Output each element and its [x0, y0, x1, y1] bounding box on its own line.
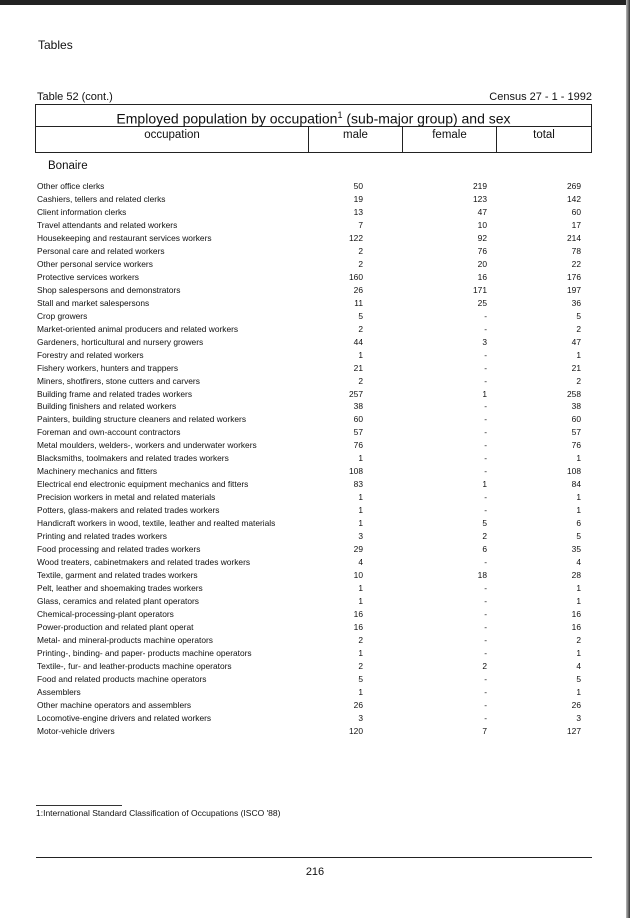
female-cell: 1 [482, 479, 487, 490]
male-cell: 122 [349, 232, 363, 243]
occupation-cell: Pelt, leather and shoemaking trades workers [37, 583, 203, 594]
total-cell: 214 [567, 232, 581, 243]
table-row [37, 725, 587, 738]
table-row [37, 388, 587, 401]
occupation-cell: Textile, garment and related trades workers [37, 570, 198, 581]
occupation-cell: Electrical end electronic equipment mechanics and fitters [37, 479, 249, 490]
column-header-total: total [496, 126, 591, 152]
female-cell: - [484, 349, 487, 360]
female-cell: - [484, 608, 487, 619]
female-cell: - [484, 505, 487, 516]
occupation-cell: Gardeners, horticultural and nursery growers [37, 336, 204, 347]
occupation-cell: Foreman and own-account contractors [37, 427, 181, 438]
male-cell: 57 [353, 427, 363, 438]
male-cell: 2 [358, 375, 363, 386]
total-cell: 1 [576, 505, 581, 516]
total-cell: 1 [576, 686, 581, 697]
total-cell: 28 [571, 570, 581, 581]
table-row [37, 608, 587, 621]
male-cell: 10 [353, 570, 363, 581]
female-cell: 18 [477, 570, 487, 581]
occupation-cell: Miners, shotfirers, stone cutters and carvers [37, 375, 200, 386]
female-cell: - [484, 466, 487, 477]
occupation-cell: Painters, building structure cleaners and related workers [37, 414, 247, 425]
occupation-cell: Food and related products machine operators [37, 673, 207, 684]
total-cell: 26 [571, 699, 581, 710]
occupation-cell: Power-production and related plant operat [37, 621, 194, 632]
table-row [37, 465, 587, 478]
table-row [37, 206, 587, 219]
female-cell: 1 [482, 388, 487, 399]
female-cell: 25 [477, 297, 487, 308]
table-row [37, 569, 587, 582]
table-row [37, 582, 587, 595]
table-row [37, 375, 587, 388]
total-cell: 47 [571, 336, 581, 347]
female-cell: - [484, 440, 487, 451]
male-cell: 2 [358, 634, 363, 645]
table-row [37, 673, 587, 686]
male-cell: 19 [353, 193, 363, 204]
table-row [37, 258, 587, 271]
female-cell: 16 [477, 271, 487, 282]
female-cell: 171 [473, 284, 487, 295]
male-cell: 13 [353, 206, 363, 217]
total-cell: 22 [571, 258, 581, 269]
occupation-cell: Shop salespersons and demonstrators [37, 284, 181, 295]
total-cell: 2 [576, 323, 581, 334]
male-cell: 1 [358, 647, 363, 658]
table-row [37, 660, 587, 673]
total-cell: 108 [567, 466, 581, 477]
female-cell: - [484, 634, 487, 645]
female-cell: - [484, 621, 487, 632]
male-cell: 76 [353, 440, 363, 451]
total-cell: 16 [571, 608, 581, 619]
table-row [37, 491, 587, 504]
female-cell: 2 [482, 531, 487, 542]
female-cell: - [484, 712, 487, 723]
total-cell: 21 [571, 362, 581, 373]
scan-border-top [0, 0, 630, 5]
occupation-cell: Textile-, fur- and leather-products machine operators [37, 660, 232, 671]
occupation-cell: Other machine operators and assemblers [37, 699, 192, 710]
female-cell: 20 [477, 258, 487, 269]
female-cell: - [484, 699, 487, 710]
male-cell: 26 [353, 699, 363, 710]
total-cell: 1 [576, 583, 581, 594]
occupation-cell: Forestry and related workers [37, 349, 144, 360]
occupation-cell: Printing and related trades workers [37, 531, 167, 542]
male-cell: 2 [358, 660, 363, 671]
total-cell: 78 [571, 245, 581, 256]
total-cell: 3 [576, 712, 581, 723]
female-cell: 47 [477, 206, 487, 217]
column-header-female: female [402, 126, 496, 152]
table-row [37, 647, 587, 660]
male-cell: 5 [358, 310, 363, 321]
male-cell: 5 [358, 673, 363, 684]
female-cell: - [484, 453, 487, 464]
male-cell: 1 [358, 505, 363, 516]
table-row [37, 271, 587, 284]
female-cell: 5 [482, 518, 487, 529]
female-cell: - [484, 583, 487, 594]
occupation-cell: Machinery mechanics and fitters [37, 466, 158, 477]
table-row [37, 686, 587, 699]
table-row [37, 413, 587, 426]
female-cell: 2 [482, 660, 487, 671]
table-row [37, 180, 587, 193]
female-cell: - [484, 375, 487, 386]
total-cell: 38 [571, 401, 581, 412]
occupation-cell: Building frame and related trades workers [37, 388, 193, 399]
male-cell: 60 [353, 414, 363, 425]
table-title-text: Employed population by occupation [116, 110, 338, 127]
footnote-divider [36, 805, 122, 806]
footnote-marker: 1 [337, 110, 343, 120]
male-cell: 21 [353, 362, 363, 373]
table-row [37, 284, 587, 297]
occupation-cell: Food processing and related trades workers [37, 544, 201, 555]
total-cell: 17 [571, 219, 581, 230]
column-header-male: male [308, 126, 402, 152]
table-title-suffix: (sub-major group) and sex [342, 110, 511, 127]
total-cell: 1 [576, 596, 581, 606]
total-cell: 5 [576, 310, 581, 321]
footer-divider [36, 857, 592, 858]
occupation-cell: Other personal service workers [37, 258, 153, 269]
male-cell: 1 [358, 453, 363, 464]
female-cell: - [484, 557, 487, 568]
total-cell: 1 [576, 647, 581, 658]
male-cell: 1 [358, 349, 363, 360]
female-cell: - [484, 414, 487, 425]
female-cell: 3 [482, 336, 487, 347]
total-cell: 6 [576, 518, 581, 529]
total-cell: 142 [567, 193, 581, 204]
table-row [37, 426, 587, 439]
occupation-cell: Metal moulders, welders-, workers and underwater workers [37, 440, 257, 451]
occupation-cell: Cashiers, tellers and related clerks [37, 193, 166, 204]
table-number: Table 52 (cont.) [37, 91, 113, 103]
page-number: 216 [305, 866, 325, 878]
table-row [37, 400, 587, 413]
occupation-cell: Metal- and mineral-products machine operators [37, 634, 213, 645]
male-cell: 38 [353, 401, 363, 412]
census-date: Census 27 - 1 - 1992 [489, 91, 592, 103]
occupation-cell: Printing-, binding- and paper- products machine operators [37, 647, 252, 658]
occupation-cell: Precision workers in metal and related materials [37, 492, 216, 503]
male-cell: 50 [353, 181, 363, 191]
male-cell: 160 [349, 271, 363, 282]
female-cell: 10 [477, 219, 487, 230]
male-cell: 1 [358, 492, 363, 503]
occupation-cell: Chemical-processing-plant operators [37, 608, 174, 619]
female-cell: 7 [482, 725, 487, 736]
male-cell: 1 [358, 686, 363, 697]
table-row [37, 323, 587, 336]
female-cell: - [484, 401, 487, 412]
total-cell: 60 [571, 414, 581, 425]
table-body [37, 180, 587, 738]
occupation-cell: Motor-vehicle drivers [37, 725, 115, 736]
male-cell: 83 [353, 479, 363, 490]
scan-border-right [626, 0, 630, 918]
table-row [37, 245, 587, 258]
total-cell: 5 [576, 531, 581, 542]
table-row [37, 556, 587, 569]
female-cell: 219 [473, 181, 487, 191]
female-cell: - [484, 427, 487, 438]
total-cell: 1 [576, 453, 581, 464]
total-cell: 1 [576, 492, 581, 503]
total-cell: 2 [576, 634, 581, 645]
table-row [37, 439, 587, 452]
male-cell: 29 [353, 544, 363, 555]
table-row [37, 517, 587, 530]
female-cell: 6 [482, 544, 487, 555]
total-cell: 84 [571, 479, 581, 490]
table-row [37, 336, 587, 349]
section-heading: Tables [38, 38, 73, 52]
table-row [37, 349, 587, 362]
total-cell: 16 [571, 621, 581, 632]
male-cell: 1 [358, 596, 363, 606]
table-header [35, 104, 592, 153]
occupation-cell: Client information clerks [37, 206, 127, 217]
occupation-cell: Building finishers and related workers [37, 401, 177, 412]
table-row [37, 478, 587, 491]
table-row [37, 232, 587, 245]
male-cell: 16 [353, 608, 363, 619]
total-cell: 57 [571, 427, 581, 438]
female-cell: - [484, 686, 487, 697]
region-label: Bonaire [48, 160, 88, 172]
occupation-cell: Other office clerks [37, 181, 105, 191]
female-cell: - [484, 647, 487, 658]
female-cell: 76 [477, 245, 487, 256]
table-row [37, 362, 587, 375]
table-row [37, 193, 587, 206]
total-cell: 269 [567, 181, 581, 191]
male-cell: 257 [349, 388, 363, 399]
male-cell: 2 [358, 323, 363, 334]
female-cell: - [484, 362, 487, 373]
total-cell: 60 [571, 206, 581, 217]
table-row [37, 712, 587, 725]
male-cell: 11 [354, 297, 363, 308]
male-cell: 120 [349, 725, 363, 736]
table-row [37, 297, 587, 310]
table-row [37, 530, 587, 543]
table-row [37, 310, 587, 323]
occupation-cell: Assemblers [37, 686, 81, 697]
total-cell: 258 [567, 388, 581, 399]
table-title [36, 105, 591, 127]
female-cell: - [484, 310, 487, 321]
total-cell: 76 [571, 440, 581, 451]
male-cell: 16 [353, 621, 363, 632]
male-cell: 3 [358, 531, 363, 542]
table-row [37, 543, 587, 556]
male-cell: 4 [358, 557, 363, 568]
male-cell: 26 [353, 284, 363, 295]
male-cell: 3 [358, 712, 363, 723]
total-cell: 1 [576, 349, 581, 360]
male-cell: 44 [353, 336, 363, 347]
table-row [37, 595, 587, 608]
total-cell: 36 [571, 297, 581, 308]
male-cell: 108 [349, 466, 363, 477]
total-cell: 5 [576, 673, 581, 684]
table-row [37, 699, 587, 712]
female-cell: - [484, 492, 487, 503]
male-cell: 2 [358, 245, 363, 256]
female-cell: - [484, 673, 487, 684]
occupation-cell: Potters, glass-makers and related trades workers [37, 505, 220, 516]
female-cell: 92 [477, 232, 487, 243]
table-row [37, 452, 587, 465]
female-cell: 123 [473, 193, 487, 204]
occupation-cell: Market-oriented animal producers and related workers [37, 323, 239, 334]
male-cell: 7 [358, 219, 363, 230]
table-row [37, 504, 587, 517]
occupation-cell: Personal care and related workers [37, 245, 165, 256]
female-cell: - [484, 323, 487, 334]
occupation-cell: Locomotive-engine drivers and related workers [37, 712, 212, 723]
occupation-cell: Protective services workers [37, 271, 139, 282]
footnote: 1:International Standard Classification of Occupations (ISCO '88) [36, 808, 281, 818]
male-cell: 2 [358, 258, 363, 269]
occupation-cell: Blacksmiths, toolmakers and related trades workers [37, 453, 229, 464]
total-cell: 4 [576, 557, 581, 568]
total-cell: 176 [567, 271, 581, 282]
table-row [37, 634, 587, 647]
occupation-cell: Travel attendants and related workers [37, 219, 178, 230]
female-cell: - [484, 596, 487, 606]
male-cell: 1 [358, 518, 363, 529]
occupation-cell: Fishery workers, hunters and trappers [37, 362, 179, 373]
table-row [37, 621, 587, 634]
total-cell: 4 [576, 660, 581, 671]
occupation-cell: Glass, ceramics and related plant operators [37, 596, 199, 606]
table-row [37, 219, 587, 232]
occupation-cell: Stall and market salespersons [37, 297, 150, 308]
occupation-cell: Housekeeping and restaurant services workers [37, 232, 212, 243]
column-header-occupation: occupation [144, 129, 200, 141]
total-cell: 197 [567, 284, 581, 295]
total-cell: 127 [567, 725, 581, 736]
occupation-cell: Wood treaters, cabinetmakers and related trades workers [37, 557, 251, 568]
male-cell: 1 [358, 583, 363, 594]
total-cell: 2 [576, 375, 581, 386]
occupation-cell: Crop growers [37, 310, 88, 321]
occupation-cell: Handicraft workers in wood, textile, leather and realted materials [37, 518, 276, 529]
total-cell: 35 [571, 544, 581, 555]
